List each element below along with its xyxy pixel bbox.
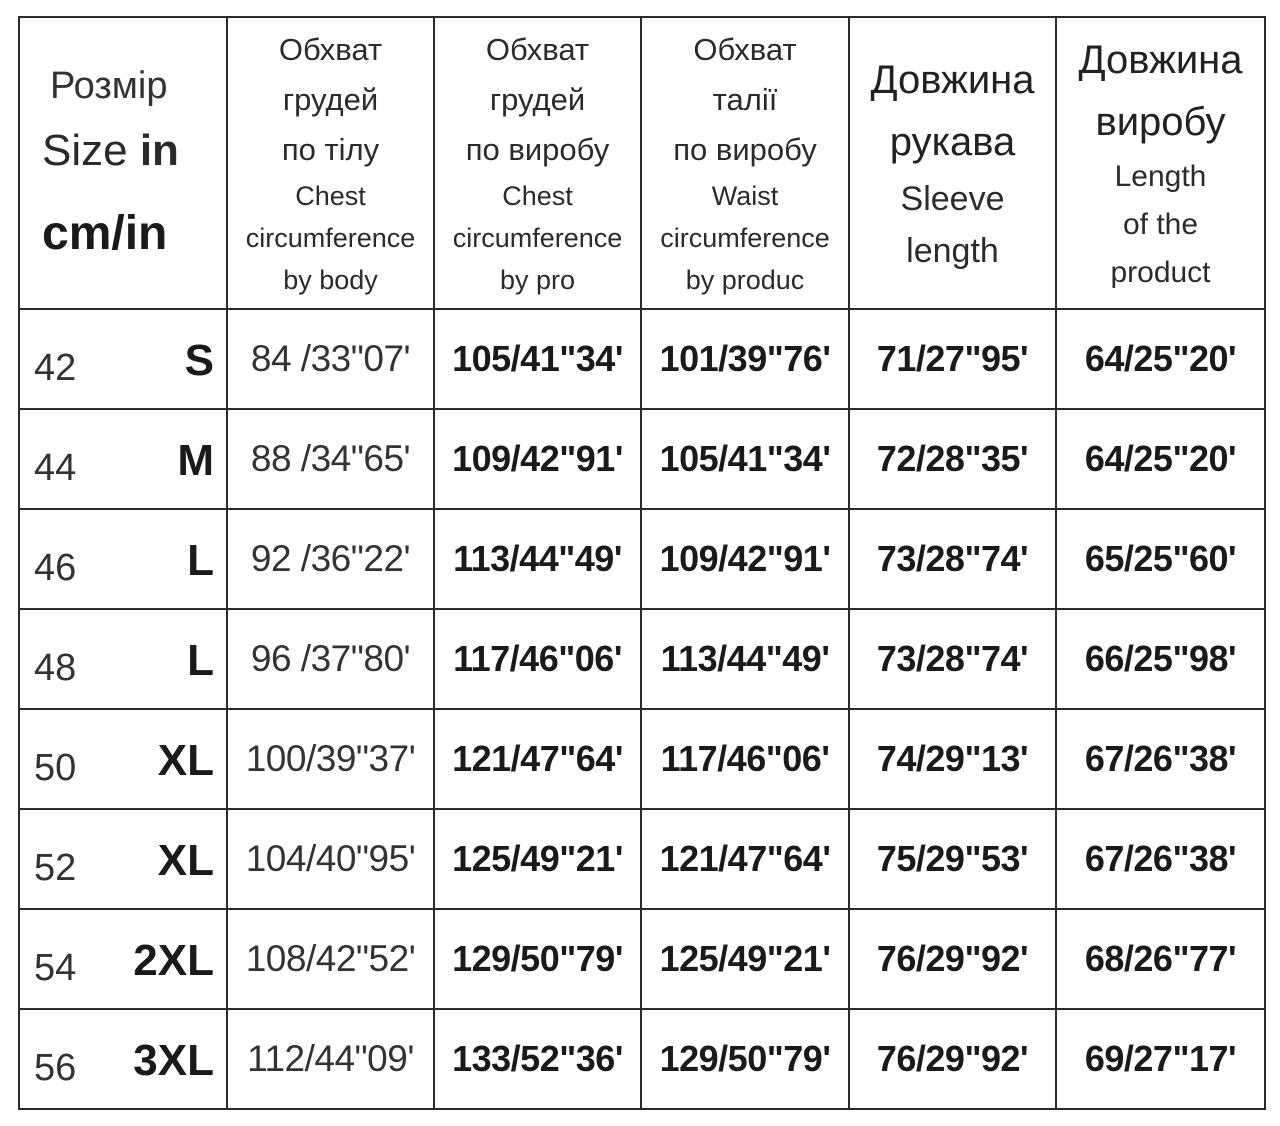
header-waist-uk-1: Обхват: [693, 32, 797, 67]
chest-body-value: 96 /37"80': [227, 609, 434, 709]
size-number: 54: [34, 947, 77, 989]
length-value: 67/26"38': [1056, 809, 1265, 909]
chest-body-value: 88 /34"65': [227, 409, 434, 509]
size-number: 48: [34, 647, 77, 689]
header-waist-en-1: Waist: [711, 181, 779, 211]
header-length-en-1: Length: [1114, 160, 1207, 193]
header-chest-body-en-2: circumference: [245, 223, 416, 253]
size-cell: [19, 909, 227, 1009]
sleeve-value: 71/27"95': [849, 309, 1056, 409]
header-chest-product-uk-3: по виробу: [465, 132, 610, 167]
header-size-uk: Розмір: [50, 65, 168, 107]
header-size: [19, 17, 227, 309]
header-length-uk-2: виробу: [1095, 100, 1226, 144]
sleeve-value: 72/28"35': [849, 409, 1056, 509]
header-waist-en-2: circumference: [660, 223, 830, 253]
chest-product-value: 117/46"06': [434, 609, 641, 709]
waist-value: 113/44"49': [641, 609, 849, 709]
size-cell: [19, 1009, 227, 1109]
size-label: XL: [157, 736, 214, 785]
chest-product-value: 105/41"34': [434, 309, 641, 409]
table-row: [19, 409, 1265, 509]
waist-value: 117/46"06': [641, 709, 849, 809]
size-number: 52: [34, 847, 77, 889]
header-sleeve-uk-1: Довжина: [870, 58, 1035, 102]
size-cell: [19, 509, 227, 609]
header-length-uk-1: Довжина: [1078, 38, 1243, 82]
chest-product-value: 109/42"91': [434, 409, 641, 509]
chest-product-value: 129/50"79': [434, 909, 641, 1009]
size-label: 2XL: [133, 936, 214, 985]
size-label: L: [187, 636, 214, 685]
chest-body-value: 84 /33"07': [227, 309, 434, 409]
header-chest-product: [434, 17, 641, 309]
chest-body-value: 104/40"95': [227, 809, 434, 909]
waist-value: 109/42"91': [641, 509, 849, 609]
size-label: M: [177, 436, 214, 485]
header-sleeve-length: [849, 17, 1056, 309]
table-row: [19, 309, 1265, 409]
chest-body-value: 108/42"52': [227, 909, 434, 1009]
table-row: [19, 809, 1265, 909]
header-sleeve-en-1: Sleeve: [900, 180, 1005, 218]
header-row: [19, 17, 1265, 309]
header-size-word: Size: [42, 126, 128, 175]
size-chart-table: [18, 16, 1266, 1110]
length-value: 66/25"98': [1056, 609, 1265, 709]
header-chest-product-en-2: circumference: [452, 223, 623, 253]
chest-product-value: 113/44"49': [434, 509, 641, 609]
header-chest-body: [227, 17, 434, 309]
chest-product-value: 133/52"36': [434, 1009, 641, 1109]
header-waist-uk-3: по виробу: [673, 132, 817, 167]
header-chest-body-en-3: by body: [283, 265, 378, 295]
sleeve-value: 76/29"92': [849, 1009, 1056, 1109]
chest-body-value: 92 /36"22': [227, 509, 434, 609]
table-body: [19, 309, 1265, 1109]
header-size-units: cm/in: [42, 207, 168, 260]
size-label: L: [187, 536, 214, 585]
waist-value: 129/50"79': [641, 1009, 849, 1109]
header-chest-product-en-1: Chest: [502, 181, 573, 211]
sleeve-value: 73/28"74': [849, 609, 1056, 709]
header-sleeve-en-2: length: [906, 232, 999, 270]
size-cell: [19, 709, 227, 809]
header-waist-product: [641, 17, 849, 309]
size-cell: [19, 409, 227, 509]
header-chest-body-en-1: Chest: [295, 181, 366, 211]
header-chest-body-uk-1: Обхват: [278, 32, 383, 67]
size-number: 56: [34, 1047, 77, 1089]
waist-value: 105/41"34': [641, 409, 849, 509]
table-row: [19, 909, 1265, 1009]
size-label: XL: [157, 836, 214, 885]
sleeve-value: 76/29"92': [849, 909, 1056, 1009]
header-chest-product-uk-1: Обхват: [485, 32, 590, 67]
chest-body-value: 112/44"09': [227, 1009, 434, 1109]
waist-value: 125/49"21': [641, 909, 849, 1009]
header-waist-en-3: by produc: [685, 265, 805, 295]
chest-product-value: 121/47"64': [434, 709, 641, 809]
length-value: 64/25"20': [1056, 309, 1265, 409]
table-row: [19, 709, 1265, 809]
size-number: 42: [34, 347, 77, 389]
header-sleeve-uk-2: рукава: [889, 120, 1016, 164]
table-row: [19, 1009, 1265, 1109]
waist-value: 121/47"64': [641, 809, 849, 909]
header-product-length: [1056, 17, 1265, 309]
size-cell: [19, 809, 227, 909]
header-chest-product-en-3: by pro: [499, 265, 576, 295]
header-chest-body-uk-3: по тілу: [281, 132, 380, 167]
header-length-en-2: of the: [1122, 208, 1199, 241]
size-label: S: [184, 336, 214, 385]
chest-product-value: 125/49"21': [434, 809, 641, 909]
chest-body-value: 100/39"37': [227, 709, 434, 809]
header-length-en-3: product: [1110, 256, 1211, 289]
header-size-en: [42, 126, 226, 176]
sleeve-value: 75/29"53': [849, 809, 1056, 909]
size-label: 3XL: [133, 1036, 214, 1085]
length-value: 69/27"17': [1056, 1009, 1265, 1109]
size-number: 50: [34, 747, 77, 789]
sleeve-value: 73/28"74': [849, 509, 1056, 609]
header-chest-product-uk-2: грудей: [489, 82, 586, 117]
sleeve-value: 74/29"13': [849, 709, 1056, 809]
size-cell: [19, 309, 227, 409]
waist-value: 101/39"76': [641, 309, 849, 409]
length-value: 64/25"20': [1056, 409, 1265, 509]
table-row: [19, 609, 1265, 709]
length-value: 68/26"77': [1056, 909, 1265, 1009]
table-row: [19, 509, 1265, 609]
size-number: 44: [34, 447, 77, 489]
length-value: 65/25"60': [1056, 509, 1265, 609]
size-cell: [19, 609, 227, 709]
header-waist-uk-2: талії: [712, 82, 778, 117]
size-number: 46: [34, 547, 77, 589]
header-chest-body-uk-2: грудей: [282, 82, 379, 117]
header-size-in: in: [139, 126, 179, 175]
length-value: 67/26"38': [1056, 709, 1265, 809]
